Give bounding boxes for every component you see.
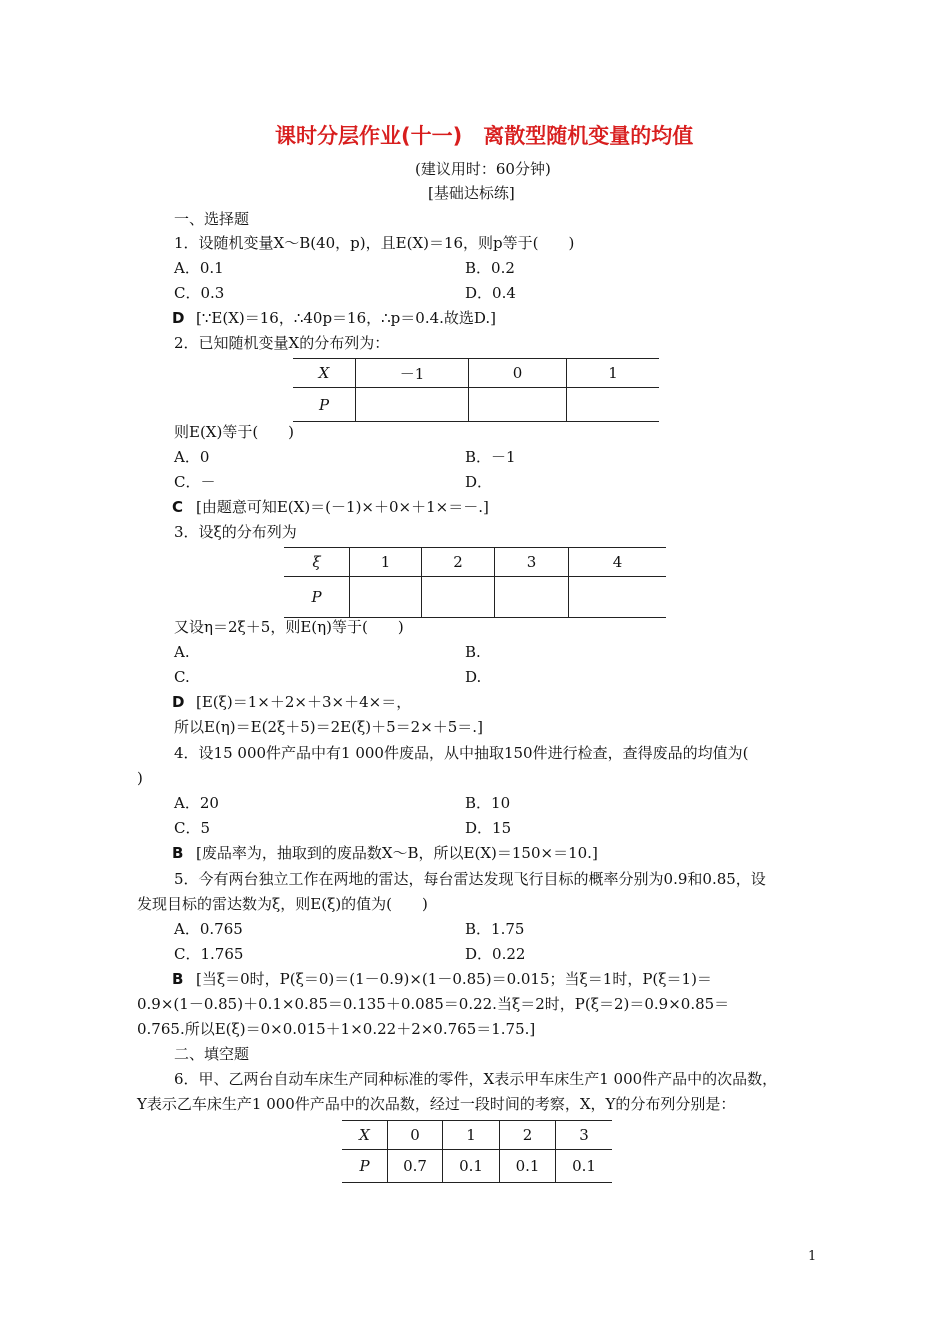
q2-distribution-table	[293, 358, 659, 422]
q3-stem: 3．设ξ的分布列为	[174, 523, 297, 541]
q4-stem-line-1: 4．设15 000件产品中有1 000件废品，从中抽取150件进行检查，查得废品的均值为(	[174, 744, 749, 762]
table-cell: 2	[500, 1121, 556, 1150]
table-row	[342, 1150, 612, 1183]
q1-option-d: D．0.4	[465, 284, 516, 302]
section-fill: 二、填空题	[174, 1045, 250, 1063]
table-cell: 1	[567, 359, 660, 388]
q5-solution-line-3: 0.765.所以E(ξ)＝0×0.015＋1×0.22＋2×0.765＝1.75.]	[137, 1020, 536, 1038]
level-label: [基础达标练]	[428, 184, 515, 202]
page-number: 1	[808, 1249, 817, 1264]
table-cell: 2	[422, 548, 495, 577]
q4-option-c: C．5	[174, 819, 211, 837]
q3-ask: 又设η＝2ξ＋5，则E(η)等于( )	[174, 618, 404, 636]
q5-solution-line-1: [当ξ＝0时，P(ξ＝0)＝(1－0.9)×(1－0.85)＝0.015；当ξ＝1时，P(ξ＝1)＝	[196, 970, 712, 988]
table-cell: P	[284, 577, 350, 618]
table-row	[284, 548, 666, 577]
table-cell	[356, 388, 469, 422]
q1-answer: D	[172, 309, 185, 327]
table-cell	[495, 577, 569, 618]
section-choice: 一、选择题	[174, 210, 250, 228]
q3-distribution-table	[284, 547, 666, 618]
table-cell: X	[293, 359, 356, 388]
table-cell: 0.7	[388, 1150, 443, 1183]
q5-option-c: C．1.765	[174, 945, 244, 963]
q3-solution-line-1: [E(ξ)＝1×＋2×＋3×＋4×＝，	[196, 693, 412, 711]
table-cell: －1	[356, 359, 469, 388]
q5-answer: B	[172, 970, 184, 988]
q6-stem-line-1: 6．甲、乙两台自动车床生产同种标准的零件，X表示甲车床生产1 000件产品中的次品数，	[174, 1070, 778, 1088]
suggested-time: (建议用时：60分钟)	[415, 160, 551, 178]
q1-option-a: A．0.1	[174, 259, 224, 277]
table-cell	[350, 577, 422, 618]
q4-option-d: D．15	[465, 819, 512, 837]
q2-option-d: D．	[465, 473, 493, 491]
q6-distribution-table	[342, 1120, 612, 1183]
q2-option-b: B．－1	[465, 448, 516, 466]
q3-answer: D	[172, 693, 185, 711]
table-cell: 1	[443, 1121, 500, 1150]
table-row	[293, 359, 659, 388]
table-cell: 0	[469, 359, 567, 388]
table-cell: P	[342, 1150, 388, 1183]
table-cell: 0	[388, 1121, 443, 1150]
q3-solution-line-2: 所以E(η)＝E(2ξ＋5)＝2E(ξ)＋5＝2×＋5＝.]	[174, 718, 483, 736]
q2-answer: C	[172, 498, 184, 516]
q1-option-c: C．0.3	[174, 284, 225, 302]
q5-option-b: B．1.75	[465, 920, 525, 938]
q3-option-b: B.	[465, 643, 481, 661]
q4-option-a: A．20	[174, 794, 219, 812]
q4-solution: [废品率为，抽取到的废品数X～B，所以E(X)＝150×＝10.]	[196, 844, 598, 862]
q6-stem-line-2: Y表示乙车床生产1 000件产品中的次品数，经过一段时间的考察，X，Y的分布列分别是：	[137, 1095, 736, 1113]
table-cell	[422, 577, 495, 618]
page-title: 课时分层作业(十一) 离散型随机变量的均值	[275, 124, 694, 148]
q2-option-a: A．0	[174, 448, 210, 466]
table-cell: 3	[495, 548, 569, 577]
q5-stem-line-1: 5．今有两台独立工作在两地的雷达，每台雷达发现飞行目标的概率分别为0.9和0.85，设	[174, 870, 766, 888]
q3-option-d: D.	[465, 668, 482, 686]
q3-option-a: A.	[174, 643, 190, 661]
q4-answer: B	[172, 844, 184, 862]
q5-stem-line-2: 发现目标的雷达数为ξ，则E(ξ)的值为( )	[137, 895, 428, 913]
q2-stem: 2．已知随机变量X的分布列为：	[174, 334, 390, 352]
table-cell: P	[293, 388, 356, 422]
q2-ask: 则E(X)等于( )	[174, 423, 295, 441]
table-row	[284, 577, 666, 618]
table-cell: ξ	[284, 548, 350, 577]
table-cell: 0.1	[500, 1150, 556, 1183]
table-cell: 0.1	[556, 1150, 613, 1183]
table-row	[293, 388, 659, 422]
table-cell: 0.1	[443, 1150, 500, 1183]
q2-solution: [由题意可知E(X)＝(－1)×＋0×＋1×＝－.]	[196, 498, 489, 516]
q1-stem: 1．设随机变量X～B(40，p)，且E(X)＝16，则p等于( )	[174, 234, 575, 252]
table-cell: 4	[569, 548, 667, 577]
table-cell: 3	[556, 1121, 613, 1150]
q5-option-d: D．0.22	[465, 945, 526, 963]
q3-option-c: C.	[174, 668, 190, 686]
q4-option-b: B．10	[465, 794, 511, 812]
q4-stem-line-2: )	[137, 769, 143, 787]
q2-option-c: C．－	[174, 473, 216, 491]
q1-solution: [∵E(X)＝16，∴40p＝16，∴p＝0.4.故选D.]	[196, 309, 497, 327]
table-row	[342, 1121, 612, 1150]
table-cell	[569, 577, 667, 618]
q5-solution-line-2: 0.9×(1－0.85)＋0.1×0.85＝0.135＋0.085＝0.22.当ξ＝2时，P(ξ＝2)＝0.9×0.85＝	[137, 995, 730, 1013]
table-cell: 1	[350, 548, 422, 577]
table-cell	[567, 388, 660, 422]
table-cell: X	[342, 1121, 388, 1150]
q5-option-a: A．0.765	[174, 920, 243, 938]
table-cell	[469, 388, 567, 422]
q1-option-b: B．0.2	[465, 259, 515, 277]
